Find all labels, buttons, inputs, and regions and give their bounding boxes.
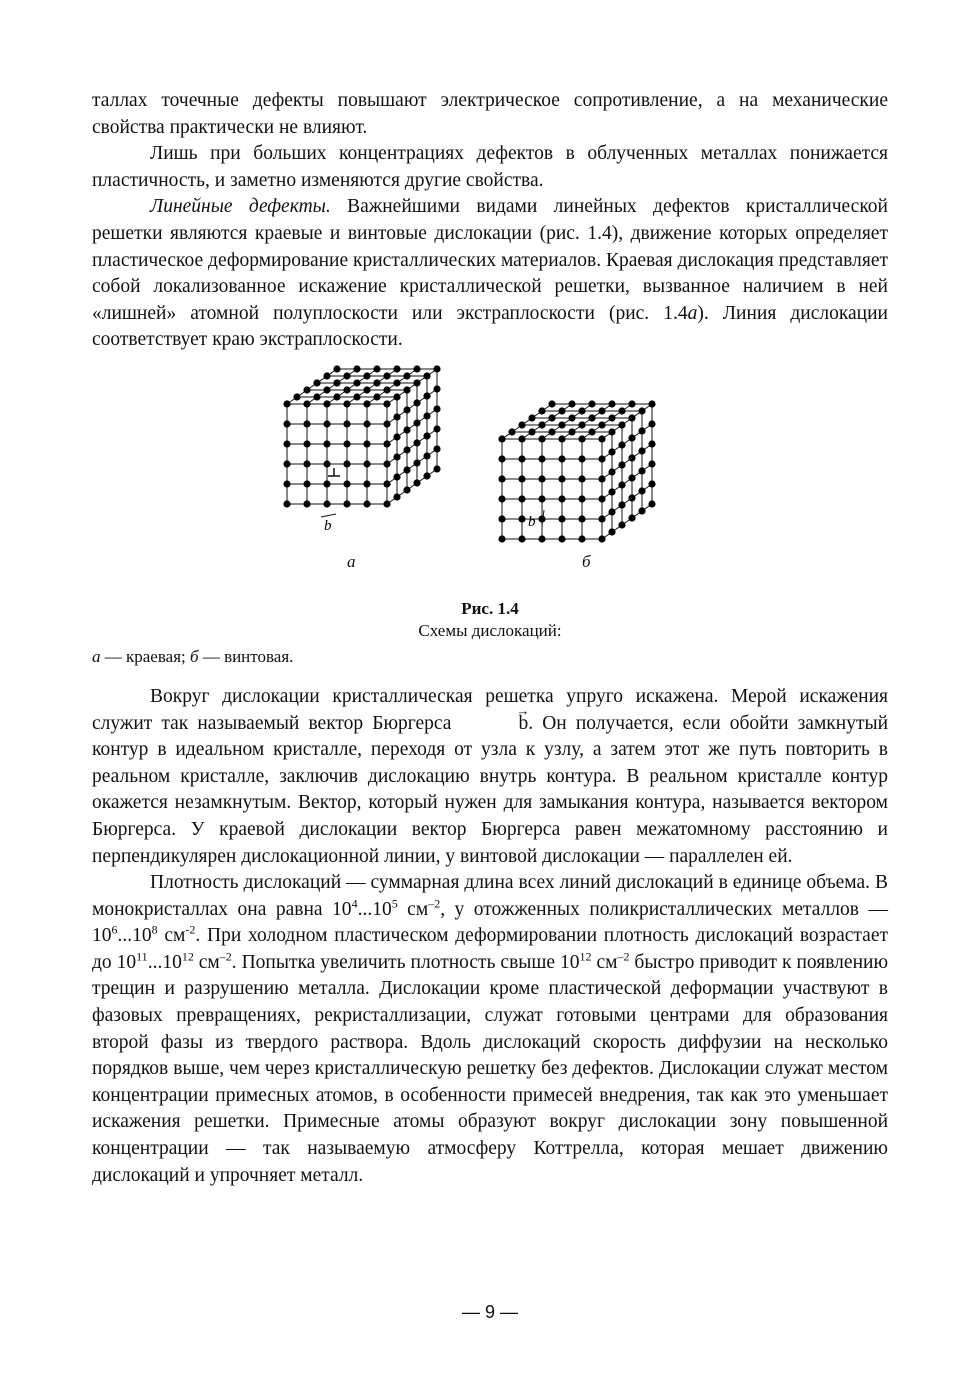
vector-b-label-a: b [324, 517, 332, 534]
page-number: — 9 — [461, 1302, 518, 1322]
paragraph-4: Вокруг дислокации кристаллическая решетка упруго искажена. Мерой искажения служит так называемый вектор Бюргерса → b. Он получается, если обойти замкнутый контур в идеальном кристалле, переходя от узла к узлу, а затем этот же путь повторить в реальном кристалле, заключив дислокацию внутрь контура. В реальном кристалле контур окажется незамкнутым. Вектор, который нужен для замыкания контура, называется вектором Бюргерса. У краевой дислокации вектор Бюргерса равен межатомному расстоянию и перпендикулярен дислокационной линии, у винтовой дислокации — параллелен ей. [92, 684, 888, 870]
page-content [92, 88, 888, 1189]
paragraph-5: Плотность дислокаций — суммарная длина всех линий дислокаций в единице объема. В монокристаллах она равна $10^4...10^5$ $см^{-2}$, у отожженных поликристаллических металлов — $10^6...10^8$ $см^{-2}$. При холодном пластическом деформировании плотность дислокаций возрастает до $10^{11}...10^{12}$ $см^{-2}$. Попытка увеличить плотность свыше $10^{12}$ $см^{-2}$ быстро приводит к появлению трещин и разрушению металла. Дислокации кроме пластической деформации участвуют в фазовых превращениях, рекристаллизации, служат готовыми центрами для образования второй фазы из твердого раствора. Вдоль дислокаций скорость диффузии на несколько порядков выше, чем через кристаллическую решетку без дефектов. Дислокации служат местом концентрации примесных атомов, в особенности примесей внедрения, так как это уменьшает искажения решетки. Примесные атомы образуют вокруг дислокации зону повышенной концентрации — так называемую атмосферу Коттрелла, которая мешает движению дислокаций и упрочняет металл. [92, 872, 889, 1186]
dislocation-diagrams [92, 364, 888, 594]
lattice-cube-edge-dislocation [283, 365, 440, 507]
figure-legend: а — краевая; б — винтовая. [92, 646, 294, 666]
paragraph-3: Линейные дефекты. Важнейшими видами линейных дефектов кристаллической решетки являются краевые и винтовые дислокации (рис. 1.4), движение которых определяет пластическое деформирование кристаллических материалов. Краевая дислокация представляет собой локализованное искажение кристаллической решетки, вызванное наличием в ней «лишней» атомной полуплоскости или экстраплоскости (рис. 1.4а). Линия дислокации соответствует краю экстраплоскости. [92, 196, 888, 351]
figure-dislocations [92, 364, 888, 594]
figure-label-a: а [347, 551, 356, 571]
vector-b-arrow-a [321, 514, 336, 517]
term-linear-defects: Линейные дефекты. [150, 196, 331, 218]
figure-title: Рис. 1.4 [461, 598, 519, 618]
burgers-vector-symbol: → b [461, 711, 529, 738]
vector-b-label-b: b [528, 513, 536, 530]
figure-label-b: б [582, 551, 591, 571]
paragraph-2: Лишь при больших концентрациях дефектов в облученных металлах понижается пластичность, и заметно изменяются другие свойства. [92, 143, 888, 191]
figure-caption: Схемы дислокаций: [418, 620, 562, 640]
paragraph-1: таллах точечные дефекты повышают электрическое сопротивление, а на механические свойства практически не влияют. [92, 90, 888, 138]
lattice-cube-screw-dislocation [498, 400, 655, 542]
